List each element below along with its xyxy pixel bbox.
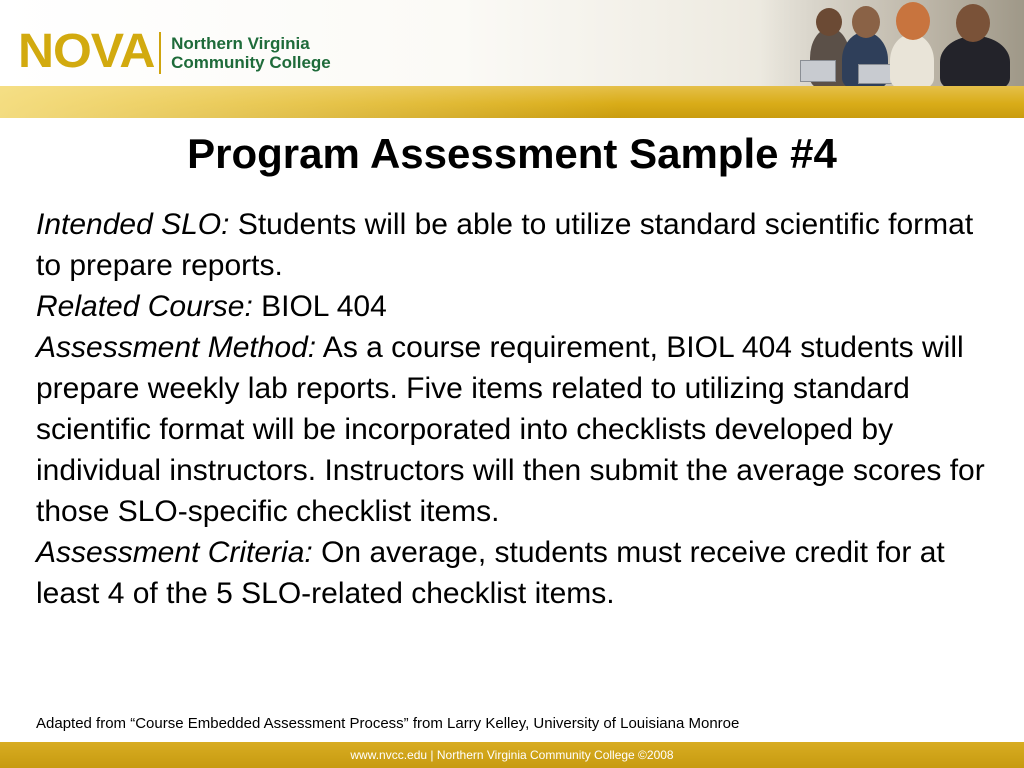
student-head: [816, 8, 842, 36]
source-citation: Adapted from “Course Embedded Assessment Process” from Larry Kelley, University of Louisiana Monroe: [36, 715, 740, 732]
footer-band: [0, 742, 1024, 768]
slide-body: [36, 204, 996, 614]
method-paragraph: [36, 327, 996, 532]
nova-logo: [18, 25, 331, 80]
course-label: Related Course:: [36, 290, 253, 323]
laptop-shape: [858, 64, 892, 84]
college-name-line2: Community College: [171, 53, 331, 72]
logo-divider: [159, 32, 161, 74]
slide-title: Program Assessment Sample #4: [187, 130, 837, 177]
method-label: Assessment Method:: [36, 331, 317, 364]
student-head: [896, 2, 930, 40]
students-photo: [760, 0, 1024, 86]
laptop-shape: [800, 60, 836, 82]
slo-text: Students will be able to utilize standard scientific format to prepare reports.: [36, 208, 974, 282]
criteria-label: Assessment Criteria:: [36, 536, 313, 569]
college-name-line1: Northern Virginia: [171, 34, 310, 53]
student-head: [956, 4, 990, 42]
header-gold-band: [0, 86, 1024, 118]
slo-paragraph: [36, 204, 996, 286]
student-head: [852, 6, 880, 38]
course-text: BIOL 404: [252, 290, 387, 323]
slo-label: Intended SLO:: [36, 208, 230, 241]
college-name: [171, 30, 331, 72]
student-figure: [890, 34, 934, 86]
criteria-text: On average, students must receive credit for at least 4 of the 5 SLO-related checklist items.: [36, 536, 945, 610]
course-paragraph: [36, 286, 996, 327]
slide-header: [0, 0, 1024, 86]
footer-text: www.nvcc.edu | Northern Virginia Community College ©2008: [350, 748, 674, 762]
method-text: As a course requirement, BIOL 404 students will prepare weekly lab reports. Five items related to utilizing standard scientific format will be incorporated into checklists developed by individual instructors. Instructors will then submit the average scores for those SLO-specific checklist items.: [36, 331, 985, 528]
logo-mark: NOVA: [18, 25, 155, 78]
criteria-paragraph: [36, 532, 996, 614]
student-figure: [940, 36, 1010, 86]
